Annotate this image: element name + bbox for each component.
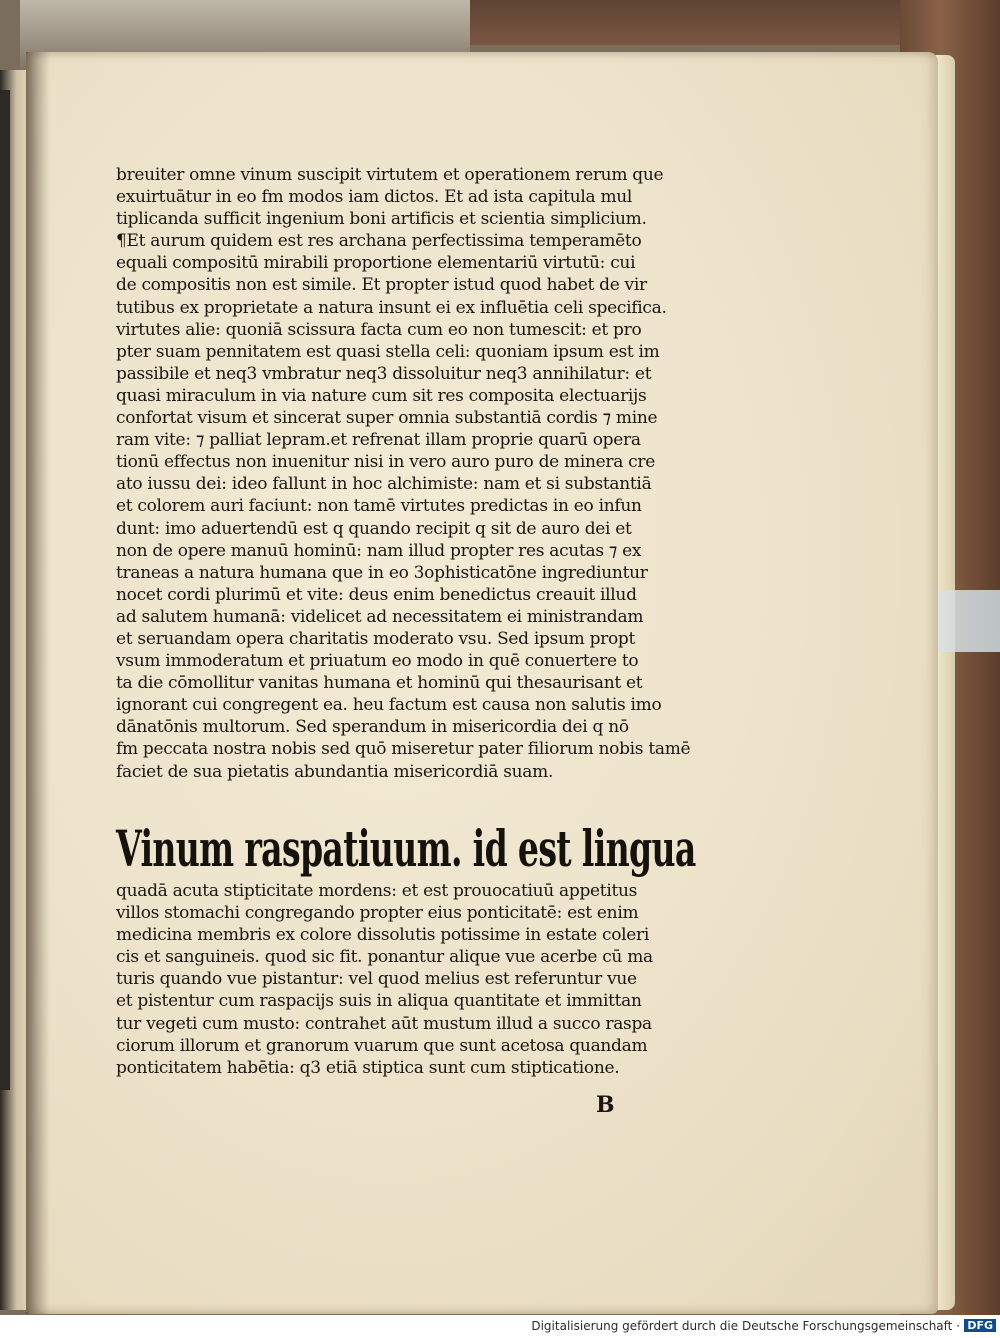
text-line: et colorem auri faciunt: non tamē virtutes predictas in eo infun: [116, 496, 642, 517]
text-line: tiplicanda sufficit ingenium boni artificis et scientia simplicium.: [116, 209, 647, 230]
text-line: tionū effectus non inuenitur nisi in vero auro puro de minera cre: [116, 452, 655, 473]
signature-mark: B: [596, 1092, 615, 1118]
text-line: fm peccata nostra nobis sed quō miseretur pater filiorum nobis tamē: [116, 739, 691, 760]
section-heading: Vinum raspatiuum. id est lingua: [116, 819, 696, 878]
text-line: pter suam pennitatem est quasi stella celi: quoniam ipsum est im: [116, 341, 660, 362]
text-line: nocet cordi plurimū et vite: deus enim benedictus creauit illud: [116, 584, 637, 605]
text-line: quasi miraculum in via nature cum sit res composita electuarijs: [116, 385, 647, 406]
text-line: ¶Et aurum quidem est res archana perfectissima temperamēto: [116, 231, 642, 252]
text-line: breuiter omne vinum suscipit virtutem et operationem rerum que: [116, 165, 664, 185]
dfg-logo: DFG: [964, 1319, 996, 1332]
text-line: de compositis non est simile. Et propter istud quod habet de vir: [116, 275, 647, 296]
text-line: non de opere manuū hominū: nam illud propter res acutas ⁊ ex: [116, 540, 642, 561]
footer-credit: Digitalisierung gefördert durch die Deutsche Forschungsgemeinschaft ·: [531, 1319, 960, 1333]
text-line: ato iussu dei: ideo fallunt in hoc alchimiste: nam et si substantiā: [116, 474, 652, 495]
text-line: turis quando vue pistantur: vel quod melius est referuntur vue: [116, 969, 637, 990]
spine-shadow: [26, 52, 50, 1314]
text-line: ram vite: ⁊ palliat lepram.et refrenat illam proprie quarū opera: [116, 430, 641, 451]
text-line: ponticitatem habētia: q3 etiā stiptica sunt cum stipticatione.: [116, 1057, 620, 1078]
text-line: ta die cōmollitur vanitas humana et hominū qui thesaurisant et: [116, 673, 643, 694]
text-line: ciorum illorum et granorum vuarum que sunt acetosa quandam: [116, 1035, 648, 1056]
text-line: tutibus ex proprietate a natura insunt ei ex influētia celi specifica.: [116, 297, 667, 318]
text-line: virtutes alie: quoniā scissura facta cum eo non tumescit: et pro: [116, 319, 642, 340]
text-line: equali compositū mirabili proportione elementariū virtutū: cui: [116, 253, 636, 274]
text-line: ignorant cui congregent ea. heu factum est causa non salutis imo: [116, 695, 662, 716]
text-line: cis et sanguineis. quod sic fit. ponantur alique vue acerbe cū ma: [116, 947, 653, 968]
text-line: et pistentur cum raspacijs suis in aliqua quantitate et immittan: [116, 991, 642, 1012]
text-line: villos stomachi congregando propter eius ponticitatē: est enim: [116, 903, 639, 924]
text-line: tur vegeti cum musto: contrahet aūt mustum illud a succo raspa: [116, 1013, 652, 1034]
section-text: [116, 880, 692, 1079]
text-line: et seruandam opera charitatis moderato vsu. Sed ipsum propt: [116, 628, 636, 649]
text-line: passibile et neq3 vmbratur neq3 dissoluitur neq3 annihilatur: et: [116, 363, 652, 384]
text-line: dānatōnis multorum. Sed sperandum in misericordia dei q nō: [116, 717, 629, 738]
text-line: ad salutem humanā: videlicet ad necessitatem ei ministrandam: [116, 606, 644, 627]
text-line: faciet de sua pietatis abundantia misericordiā suam.: [116, 761, 554, 782]
facing-page-shadow: [0, 90, 10, 1090]
footer-bar: [0, 1315, 1000, 1338]
text-line: confortat visum et sincerat super omnia substantiā cordis ⁊ mine: [116, 408, 658, 429]
text-line: traneas a natura humana que in eo 3ophisticatōne ingrediuntur: [116, 562, 648, 583]
text-line: vsum immoderatum et priuatum eo modo in quē conuertere to: [116, 651, 639, 672]
text-line: medicina membris ex colore dissolutis potissime in estate coleri: [116, 925, 649, 946]
text-line: quadā acuta stipticitate mordens: et est prouocatiuū appetitus: [116, 881, 638, 901]
text-line: dunt: imo aduertendū est q quando recipit q sit de auro dei et: [116, 518, 632, 539]
body-text: [116, 164, 692, 783]
text-line: exuirtuātur in eo fm modos iam dictos. Et ad ista capitula mul: [116, 187, 633, 208]
